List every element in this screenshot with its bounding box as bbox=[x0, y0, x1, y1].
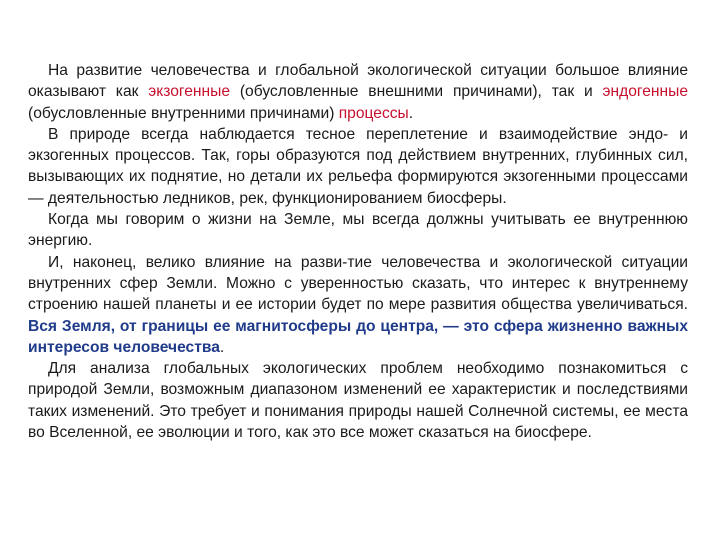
term-exogenous: экзогенные bbox=[148, 83, 231, 101]
p4-text-1: И, наконец, велико влияние на разви-тие человечества и экологической ситуации внутренних сфер Земли. Можно с уверенностью сказать, что интерес к внутреннему строению нашей планеты и ее истории будет по мере развития общества увеличиваться. bbox=[28, 253, 688, 314]
p5-text-1: Для анализа глобальных экологических проблем необходимо познакомиться с природой Земли, возможным диапазоном изменений ее характеристик и последствиями таких изменений. Это требует и понимания природы нашей Солнечной системы, ее места во Вселенной, ее эволюции и того, как это все может сказаться на биосфере. bbox=[28, 360, 688, 442]
term-endogenous: эндогенные bbox=[602, 83, 688, 101]
highlight-earth-sphere: Вся Земля, от границы ее магнитосферы до центра, — это сфера жизненно важных интересов человечества bbox=[28, 317, 688, 356]
text-block bbox=[28, 60, 688, 443]
paragraph-2 bbox=[28, 124, 688, 209]
paragraph-4 bbox=[28, 252, 688, 358]
p1-text-4: . bbox=[408, 104, 414, 122]
paragraph-5 bbox=[28, 358, 688, 443]
p1-text-3: (обусловленные внутренними причинами) bbox=[28, 104, 339, 122]
p1-text-1: На развитие человечества и глобальной экологической ситуации большое влияние оказывают как bbox=[28, 62, 688, 101]
term-processes: процессы bbox=[338, 104, 409, 122]
p2-text-1: В природе всегда наблюдается тесное переплетение и взаимодействие эндо- и экзогенных процессов. Так, горы образуются под действием внутренних, глубинных сил, вызывающих их поднятие, но детали их рельефа формируются экзогенными процессами — деятельностью ледников, рек, функционированием биосферы. bbox=[28, 125, 688, 207]
paragraph-3 bbox=[28, 209, 688, 252]
p3-text-1: Когда мы говорим о жизни на Земле, мы всегда должны учитывать ее внутреннюю энергию. bbox=[28, 211, 688, 250]
p1-text-2: (обусловленные внешними причинами), так и bbox=[230, 83, 603, 101]
p4-text-2: . bbox=[219, 338, 225, 356]
paragraph-1 bbox=[28, 60, 688, 124]
